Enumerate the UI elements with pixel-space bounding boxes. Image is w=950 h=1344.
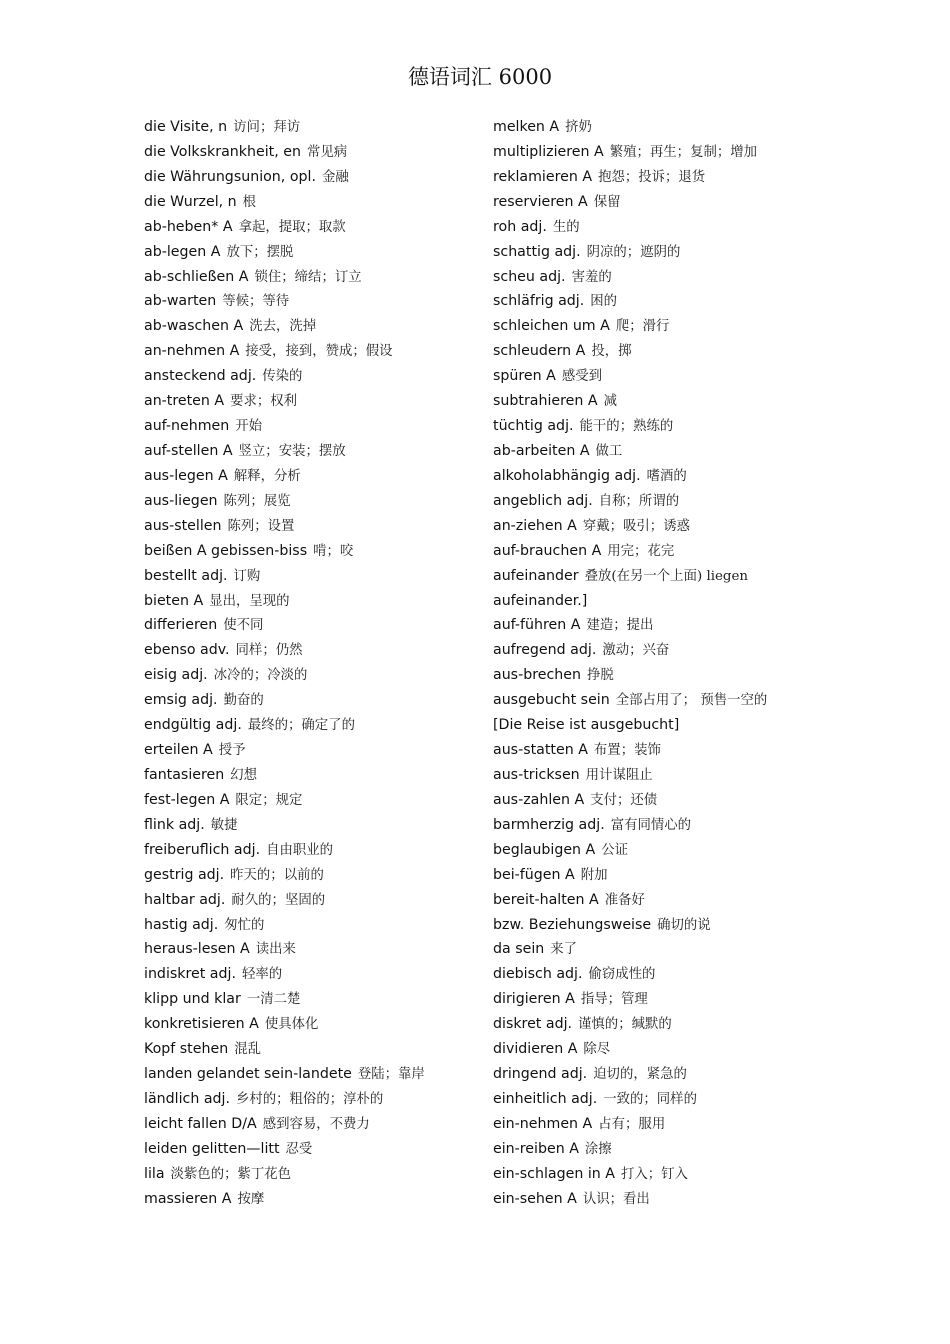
german-term: ab-warten bbox=[144, 293, 217, 310]
vocab-entry bbox=[493, 763, 823, 788]
vocab-entry bbox=[144, 514, 484, 539]
vocab-entry bbox=[493, 389, 823, 414]
german-term: ab-heben* A bbox=[144, 218, 233, 235]
vocab-entry bbox=[144, 1037, 484, 1062]
german-term: aufregend adj. bbox=[493, 642, 597, 659]
vocab-entry bbox=[493, 339, 823, 364]
german-term: gestrig adj. bbox=[144, 866, 225, 883]
german-term: die Währungsunion, opl. bbox=[144, 168, 316, 185]
german-term: haltbar adj. bbox=[144, 891, 226, 908]
chinese-translation: 自由职业的 bbox=[266, 842, 334, 858]
chinese-translation: 根 bbox=[242, 194, 257, 210]
chinese-translation: 接受，接到，赞成；假设 bbox=[245, 344, 393, 360]
chinese-translation: 拿起，提取；取款 bbox=[238, 219, 346, 235]
chinese-translation: 挤奶 bbox=[565, 120, 592, 135]
chinese-translation: 解释，分析 bbox=[233, 468, 301, 484]
vocab-entry bbox=[144, 339, 484, 364]
german-term: aus-zahlen A bbox=[493, 791, 585, 808]
chinese-translation: 限定；规定 bbox=[235, 792, 303, 808]
german-term: an-nehmen A bbox=[144, 343, 240, 360]
vocab-entry bbox=[493, 1037, 823, 1062]
german-term: leiden gelitten—litt bbox=[144, 1140, 280, 1157]
german-term: spüren A bbox=[493, 368, 556, 385]
vocab-entry bbox=[144, 962, 484, 987]
vocab-entry bbox=[493, 813, 823, 838]
chinese-translation: 来了 bbox=[550, 942, 578, 958]
german-term: ab-arbeiten A bbox=[493, 442, 590, 459]
chinese-translation: 登陆；靠岸 bbox=[357, 1067, 425, 1083]
german-term: ein-sehen A bbox=[493, 1190, 577, 1207]
german-term: barmherzig adj. bbox=[493, 816, 605, 833]
chinese-translation: 勤奋的 bbox=[223, 693, 264, 709]
vocab-entry bbox=[144, 838, 484, 863]
vocab-entry bbox=[493, 1162, 823, 1187]
vocab-entry bbox=[144, 464, 484, 489]
vocab-entry bbox=[144, 638, 484, 663]
german-term: an-treten A bbox=[144, 393, 225, 410]
german-term: bzw. Beziehungsweise bbox=[493, 916, 652, 933]
german-term: auf-nehmen bbox=[144, 418, 230, 435]
german-term: flink adj. bbox=[144, 816, 205, 833]
german-term: aus-statten A bbox=[493, 742, 588, 759]
german-term: heraus-lesen A bbox=[144, 941, 250, 958]
chinese-translation: 混乱 bbox=[234, 1042, 261, 1058]
vocab-entry bbox=[144, 688, 484, 713]
german-term: aus-brechen bbox=[493, 667, 581, 684]
german-term: ebenso adv. bbox=[144, 642, 230, 659]
vocab-entry bbox=[493, 414, 823, 439]
chinese-translation: 爬；滑行 bbox=[615, 319, 670, 335]
chinese-translation: 困的 bbox=[590, 294, 618, 310]
vocab-entry bbox=[144, 738, 484, 763]
chinese-translation: 建造；提出 bbox=[586, 618, 654, 634]
chinese-translation: 用计谋阻止 bbox=[585, 767, 653, 783]
vocab-entry bbox=[144, 165, 484, 190]
chinese-translation: 要求；权利 bbox=[230, 394, 298, 410]
german-term: angeblich adj. bbox=[493, 492, 593, 509]
vocab-entry bbox=[493, 788, 823, 813]
german-term: lila bbox=[144, 1165, 165, 1182]
chinese-translation: 认识；看出 bbox=[582, 1191, 650, 1207]
chinese-translation: 支付；还债 bbox=[590, 792, 658, 808]
german-term: ab-schließen A bbox=[144, 268, 249, 285]
german-term: reservieren A bbox=[493, 193, 588, 210]
vocab-entry bbox=[493, 115, 823, 140]
vocab-entry bbox=[144, 788, 484, 813]
german-term: beißen A gebissen-biss bbox=[144, 542, 308, 559]
vocab-entry bbox=[144, 913, 484, 938]
vocab-entry bbox=[144, 663, 484, 688]
german-term: freiberuflich adj. bbox=[144, 841, 261, 858]
vocab-entry bbox=[144, 1087, 484, 1112]
german-term: schleudern A bbox=[493, 343, 586, 360]
vocab-entry bbox=[493, 1112, 823, 1137]
vocab-entry bbox=[144, 1162, 484, 1187]
chinese-translation: 抱怨；投诉；退货 bbox=[598, 169, 706, 185]
german-term: endgültig adj. bbox=[144, 717, 242, 734]
vocab-entry bbox=[493, 1087, 823, 1112]
chinese-translation: 一致的；同样的 bbox=[603, 1091, 697, 1107]
vocab-entry bbox=[144, 314, 484, 339]
chinese-translation: 指导；管理 bbox=[580, 992, 648, 1008]
vocab-entry bbox=[493, 838, 823, 863]
chinese-translation: 叠放(在另一个上面) liegen bbox=[584, 568, 749, 584]
vocab-entry bbox=[144, 414, 484, 439]
chinese-translation: 感到容易，不费力 bbox=[262, 1116, 370, 1132]
chinese-translation: 显出，呈现的 bbox=[209, 593, 290, 609]
chinese-translation: 全部占用了； 预售一空的 bbox=[615, 693, 768, 709]
chinese-translation: 传染的 bbox=[262, 369, 303, 385]
german-term: schläfrig adj. bbox=[493, 293, 585, 310]
chinese-translation: 匆忙的 bbox=[224, 917, 265, 933]
german-term: emsig adj. bbox=[144, 692, 218, 709]
german-term: dividieren A bbox=[493, 1041, 578, 1058]
vocab-entry bbox=[144, 1187, 484, 1212]
vocab-entry bbox=[144, 713, 484, 738]
vocab-entry bbox=[493, 888, 823, 913]
german-term: ein-reiben A bbox=[493, 1140, 579, 1157]
vocab-entry bbox=[144, 888, 484, 913]
chinese-translation: 订购 bbox=[233, 568, 261, 584]
vocab-entry bbox=[144, 1012, 484, 1037]
chinese-translation: 等候；等待 bbox=[222, 294, 290, 310]
vocab-entry bbox=[144, 589, 484, 614]
vocab-entry bbox=[493, 165, 823, 190]
vocab-entry bbox=[493, 240, 823, 265]
vocab-entry bbox=[144, 863, 484, 888]
german-term: fantasieren bbox=[144, 766, 225, 783]
vocab-entry bbox=[493, 589, 823, 614]
german-term: aus-tricksen bbox=[493, 766, 580, 783]
german-term: schleichen um A bbox=[493, 318, 610, 335]
german-term: auf-stellen A bbox=[144, 442, 233, 459]
german-term: tüchtig adj. bbox=[493, 418, 574, 435]
german-term: bestellt adj. bbox=[144, 567, 228, 584]
german-term: ein-nehmen A bbox=[493, 1115, 593, 1132]
vocab-entry bbox=[144, 1062, 484, 1087]
chinese-translation: 冰冷的；冷淡的 bbox=[213, 668, 308, 684]
chinese-translation: 啃；咬 bbox=[313, 543, 354, 559]
german-term: dirigieren A bbox=[493, 991, 575, 1008]
german-term: beglaubigen A bbox=[493, 841, 596, 858]
german-term: da sein bbox=[493, 941, 545, 958]
chinese-translation: 打入；钉入 bbox=[621, 1166, 688, 1182]
chinese-translation: 阴凉的；遮阴的 bbox=[586, 244, 681, 260]
vocab-entry bbox=[493, 314, 823, 339]
chinese-translation: 敏捷 bbox=[210, 817, 238, 833]
vocab-entry bbox=[144, 1137, 484, 1162]
chinese-translation: 淡紫色的；紫丁花色 bbox=[170, 1166, 292, 1182]
chinese-translation: 使具体化 bbox=[264, 1017, 319, 1033]
german-term: ab-waschen A bbox=[144, 318, 244, 335]
vocab-column-right bbox=[493, 115, 823, 1212]
chinese-translation: 除尽 bbox=[583, 1042, 611, 1058]
vocab-entry bbox=[144, 539, 484, 564]
chinese-translation: 读出来 bbox=[255, 942, 296, 958]
vocab-entry bbox=[144, 140, 484, 165]
german-term: bereit-halten A bbox=[493, 891, 599, 908]
german-term: fest-legen A bbox=[144, 791, 230, 808]
chinese-translation: 金融 bbox=[321, 169, 349, 185]
chinese-translation: 附加 bbox=[580, 867, 608, 883]
chinese-translation: 做工 bbox=[595, 443, 623, 459]
vocab-entry bbox=[493, 140, 823, 165]
vocab-entry bbox=[493, 215, 823, 240]
chinese-translation: 减 bbox=[603, 394, 617, 410]
vocab-entry bbox=[493, 863, 823, 888]
chinese-translation: 害羞的 bbox=[571, 269, 612, 285]
german-term: bei-fügen A bbox=[493, 866, 575, 883]
german-term: leicht fallen D/A bbox=[144, 1115, 257, 1132]
german-term: reklamieren A bbox=[493, 168, 593, 185]
chinese-translation: 穿戴；吸引；诱惑 bbox=[582, 518, 690, 534]
german-term: scheu adj. bbox=[493, 268, 566, 285]
german-term: aufeinander bbox=[493, 567, 579, 584]
chinese-translation: 激动；兴奋 bbox=[602, 643, 670, 659]
chinese-translation: 授予 bbox=[218, 743, 246, 759]
german-term: indiskret adj. bbox=[144, 966, 236, 983]
chinese-translation: 准备好 bbox=[604, 892, 645, 908]
vocab-entry bbox=[493, 913, 823, 938]
chinese-translation: 富有同情心的 bbox=[610, 817, 692, 833]
chinese-translation: 陈列；展览 bbox=[223, 493, 291, 509]
vocab-entry bbox=[493, 539, 823, 564]
vocab-entry bbox=[144, 1112, 484, 1137]
chinese-translation: 偷窃成性的 bbox=[588, 967, 656, 983]
vocab-entry bbox=[493, 1187, 823, 1212]
vocab-column-left bbox=[144, 115, 484, 1212]
german-term: konkretisieren A bbox=[144, 1016, 259, 1033]
chinese-translation: 竖立；安装；摆放 bbox=[238, 443, 346, 459]
chinese-translation: 耐久的；坚固的 bbox=[231, 892, 326, 908]
chinese-translation: 轻率的 bbox=[241, 967, 283, 983]
page-title: 德语词汇 6000 bbox=[407, 65, 553, 89]
vocab-entry bbox=[493, 937, 823, 962]
vocab-entry bbox=[493, 987, 823, 1012]
chinese-translation: 占有；服用 bbox=[598, 1116, 666, 1132]
chinese-translation: 感受到 bbox=[561, 369, 603, 385]
german-term: bieten A bbox=[144, 592, 204, 609]
german-term: aus-liegen bbox=[144, 492, 218, 509]
chinese-translation: 公证 bbox=[601, 842, 629, 858]
chinese-translation: 用完；花完 bbox=[607, 543, 675, 559]
vocab-entry bbox=[144, 763, 484, 788]
vocab-entry bbox=[144, 489, 484, 514]
vocab-entry bbox=[144, 364, 484, 389]
vocab-entry bbox=[144, 937, 484, 962]
chinese-translation: 访问；拜访 bbox=[233, 120, 301, 135]
chinese-translation: 忍受 bbox=[285, 1141, 313, 1157]
german-term: aufeinander.] bbox=[493, 592, 588, 609]
vocab-entry bbox=[144, 215, 484, 240]
chinese-translation: 自称；所谓的 bbox=[598, 493, 680, 509]
vocab-entry bbox=[493, 713, 823, 738]
german-term: ab-legen A bbox=[144, 243, 221, 260]
german-term: landen gelandet sein-landete bbox=[144, 1066, 352, 1083]
vocab-entry bbox=[144, 190, 484, 215]
vocab-entry bbox=[493, 638, 823, 663]
german-term: klipp und klar bbox=[144, 991, 241, 1008]
vocab-entry bbox=[144, 389, 484, 414]
vocab-entry bbox=[493, 738, 823, 763]
german-term: auf-führen A bbox=[493, 617, 581, 634]
vocab-entry bbox=[493, 439, 823, 464]
vocab-entry bbox=[144, 240, 484, 265]
vocab-entry bbox=[493, 1062, 823, 1087]
german-term: massieren A bbox=[144, 1190, 232, 1207]
german-term: ansteckend adj. bbox=[144, 368, 257, 385]
vocab-entry bbox=[493, 190, 823, 215]
german-term: aus-stellen bbox=[144, 517, 222, 534]
german-term: subtrahieren A bbox=[493, 393, 598, 410]
chinese-translation: 挣脱 bbox=[586, 668, 614, 684]
vocab-entry bbox=[493, 289, 823, 314]
german-term: hastig adj. bbox=[144, 916, 219, 933]
chinese-translation: 开始 bbox=[235, 419, 263, 435]
chinese-translation: 幻想 bbox=[230, 767, 258, 783]
vocab-entry bbox=[144, 115, 484, 140]
german-term: [Die Reise ist ausgebucht] bbox=[493, 717, 680, 734]
vocab-entry bbox=[493, 1137, 823, 1162]
german-term: die Visite, n bbox=[144, 119, 228, 135]
german-term: einheitlich adj. bbox=[493, 1090, 598, 1107]
german-term: ländlich adj. bbox=[144, 1090, 230, 1107]
vocab-entry bbox=[144, 265, 484, 290]
german-term: dringend adj. bbox=[493, 1066, 588, 1083]
vocab-entry bbox=[493, 489, 823, 514]
chinese-translation: 洗去，洗掉 bbox=[249, 319, 317, 335]
german-term: alkoholabhängig adj. bbox=[493, 467, 641, 484]
german-term: die Wurzel, n bbox=[144, 193, 237, 210]
vocab-entry bbox=[144, 813, 484, 838]
vocab-entry bbox=[144, 289, 484, 314]
vocab-entry bbox=[493, 1012, 823, 1037]
vocab-entry bbox=[493, 464, 823, 489]
chinese-translation: 保留 bbox=[593, 194, 621, 210]
german-term: diebisch adj. bbox=[493, 966, 583, 983]
chinese-translation: 按摩 bbox=[237, 1191, 265, 1207]
german-term: multiplizieren A bbox=[493, 143, 604, 160]
german-term: melken A bbox=[493, 119, 560, 135]
chinese-translation: 谨慎的；缄默的 bbox=[578, 1017, 672, 1033]
vocab-entry bbox=[144, 987, 484, 1012]
vocab-entry bbox=[493, 364, 823, 389]
chinese-translation: 锁住；缔结；订立 bbox=[254, 269, 362, 285]
chinese-translation: 同样；仍然 bbox=[235, 643, 303, 659]
chinese-translation: 最终的；确定了的 bbox=[247, 718, 355, 734]
german-term: ausgebucht sein bbox=[493, 692, 610, 709]
vocab-entry bbox=[144, 439, 484, 464]
german-term: eisig adj. bbox=[144, 667, 208, 684]
chinese-translation: 放下；摆脱 bbox=[226, 244, 294, 260]
chinese-translation: 确切的说 bbox=[657, 917, 711, 933]
vocab-entry bbox=[493, 688, 823, 713]
chinese-translation: 能干的；熟练的 bbox=[579, 419, 674, 435]
vocab-entry bbox=[493, 962, 823, 987]
chinese-translation: 昨天的；以前的 bbox=[230, 867, 324, 883]
chinese-translation: 乡村的；粗俗的；淳朴的 bbox=[235, 1091, 384, 1107]
chinese-translation: 嗜酒的 bbox=[646, 468, 687, 484]
vocab-entry bbox=[493, 613, 823, 638]
german-term: an-ziehen A bbox=[493, 517, 577, 534]
chinese-translation: 生的 bbox=[552, 219, 580, 235]
german-term: differieren bbox=[144, 617, 218, 634]
chinese-translation: 使不同 bbox=[223, 618, 264, 634]
german-term: Kopf stehen bbox=[144, 1041, 229, 1058]
german-term: schattig adj. bbox=[493, 243, 581, 260]
chinese-translation: 一清二楚 bbox=[246, 992, 301, 1008]
german-term: erteilen A bbox=[144, 742, 213, 759]
german-term: diskret adj. bbox=[493, 1016, 573, 1033]
chinese-translation: 迫切的，紧急的 bbox=[593, 1067, 687, 1083]
chinese-translation: 陈列；设置 bbox=[227, 518, 295, 534]
german-term: roh adj. bbox=[493, 218, 547, 235]
chinese-translation: 涂擦 bbox=[584, 1141, 612, 1157]
chinese-translation: 投，掷 bbox=[591, 344, 632, 360]
chinese-translation: 繁殖；再生；复制；增加 bbox=[609, 144, 758, 160]
german-term: ein-schlagen in A bbox=[493, 1165, 615, 1182]
vocab-entry bbox=[493, 564, 823, 589]
chinese-translation: 布置；装饰 bbox=[593, 743, 661, 759]
vocab-entry bbox=[493, 265, 823, 290]
german-term: auf-brauchen A bbox=[493, 542, 602, 559]
chinese-translation: 常见病 bbox=[306, 144, 348, 160]
german-term: aus-legen A bbox=[144, 467, 228, 484]
vocab-entry bbox=[144, 564, 484, 589]
german-term: die Volkskrankheit, en bbox=[144, 143, 301, 160]
vocab-entry bbox=[144, 613, 484, 638]
vocab-entry bbox=[493, 514, 823, 539]
vocab-entry bbox=[493, 663, 823, 688]
